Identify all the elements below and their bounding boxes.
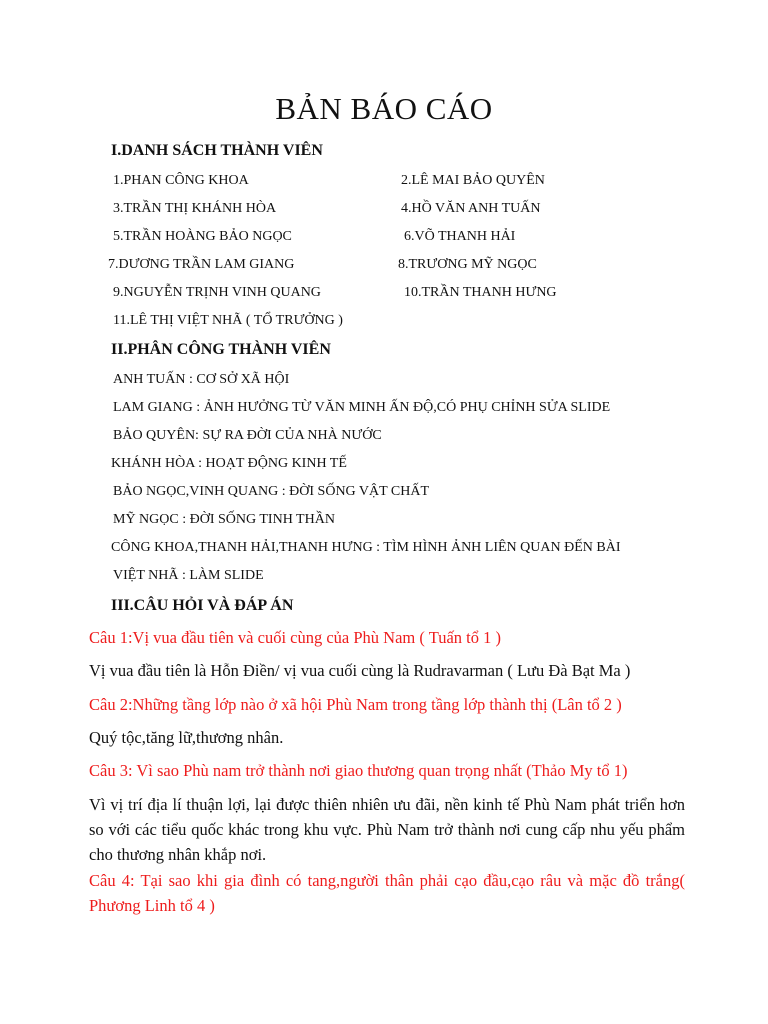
member-item: 4.HỒ VĂN ANH TUẤN	[401, 201, 541, 216]
question-4: Câu 4: Tại sao khi gia đình có tang,người thân phải cạo đầu,cạo râu và mặc đồ trắng( Phương Linh tổ 4 )	[89, 871, 685, 915]
assignment-item: BẢO QUYÊN: SỰ RA ĐỜI CỦA NHÀ NƯỚC	[113, 428, 382, 443]
assignment-item: KHÁNH HÒA : HOẠT ĐỘNG KINH TẾ	[111, 456, 347, 471]
question-3: Câu 3: Vì sao Phù nam trở thành nơi giao thương quan trọng nhất (Thảo My tổ 1)	[89, 761, 628, 780]
member-item: 1.PHAN CÔNG KHOA	[113, 173, 249, 188]
answer-3: Vì vị trí địa lí thuận lợi, lại được thiên nhiên ưu đãi, nền kinh tế Phù Nam phát triển hơn so với các tiểu quốc khác trong khu vực. Phù Nam trở thành nơi cung cấp nhu yếu phẩm cho thương nhân khắp nơi.	[89, 795, 685, 864]
question-1: Câu 1:Vị vua đầu tiên và cuối cùng của Phù Nam ( Tuấn tổ 1 )	[89, 628, 501, 647]
members-heading: I.DANH SÁCH THÀNH VIÊN	[111, 142, 323, 159]
member-item: 5.TRẦN HOÀNG BẢO NGỌC	[113, 229, 292, 244]
member-item: 6.VÕ THANH HẢI	[404, 229, 516, 244]
assignment-item: BẢO NGỌC,VINH QUANG : ĐỜI SỐNG VẬT CHẤT	[113, 484, 430, 499]
member-item: 8.TRƯƠNG MỸ NGỌC	[398, 257, 537, 272]
assignment-item: MỸ NGỌC : ĐỜI SỐNG TINH THẦN	[113, 512, 335, 527]
member-item: 7.DƯƠNG TRẦN LAM GIANG	[108, 257, 295, 272]
member-item: 3.TRẦN THỊ KHÁNH HÒA	[113, 201, 277, 216]
assignment-item: CÔNG KHOA,THANH HẢI,THANH HƯNG : TÌM HÌNH ẢNH LIÊN QUAN ĐẾN BÀI	[111, 540, 621, 555]
assignment-item: VIỆT NHÃ : LÀM SLIDE	[113, 568, 264, 583]
member-item: 2.LÊ MAI BẢO QUYÊN	[401, 173, 545, 188]
answer-1: Vị vua đầu tiên là Hỗn Điền/ vị vua cuối cùng là Rudravarman ( Lưu Đà Bạt Ma )	[89, 661, 631, 680]
answer-2: Quý tộc,tăng lữ,thương nhân.	[89, 728, 284, 747]
assignment-item: LAM GIANG : ẢNH HƯỞNG TỪ VĂN MINH ẤN ĐỘ,CÓ PHỤ CHỈNH SỬA SLIDE	[113, 400, 611, 415]
assignment-item: ANH TUẤN : CƠ SỞ XÃ HỘI	[113, 372, 290, 387]
member-item: 11.LÊ THỊ VIỆT NHÃ ( TỔ TRƯỞNG )	[113, 313, 343, 328]
member-item: 9.NGUYỄN TRỊNH VINH QUANG	[113, 285, 321, 300]
question-2: Câu 2:Những tầng lớp nào ở xã hội Phù Nam trong tầng lớp thành thị (Lân tổ 2 )	[89, 695, 622, 714]
qa-heading: III.CÂU HỎI VÀ ĐÁP ÁN	[111, 597, 294, 614]
document-title: BẢN BÁO CÁO	[275, 91, 493, 126]
assignments-heading: II.PHÂN CÔNG THÀNH VIÊN	[111, 341, 331, 358]
member-item: 10.TRẦN THANH HƯNG	[404, 285, 557, 300]
